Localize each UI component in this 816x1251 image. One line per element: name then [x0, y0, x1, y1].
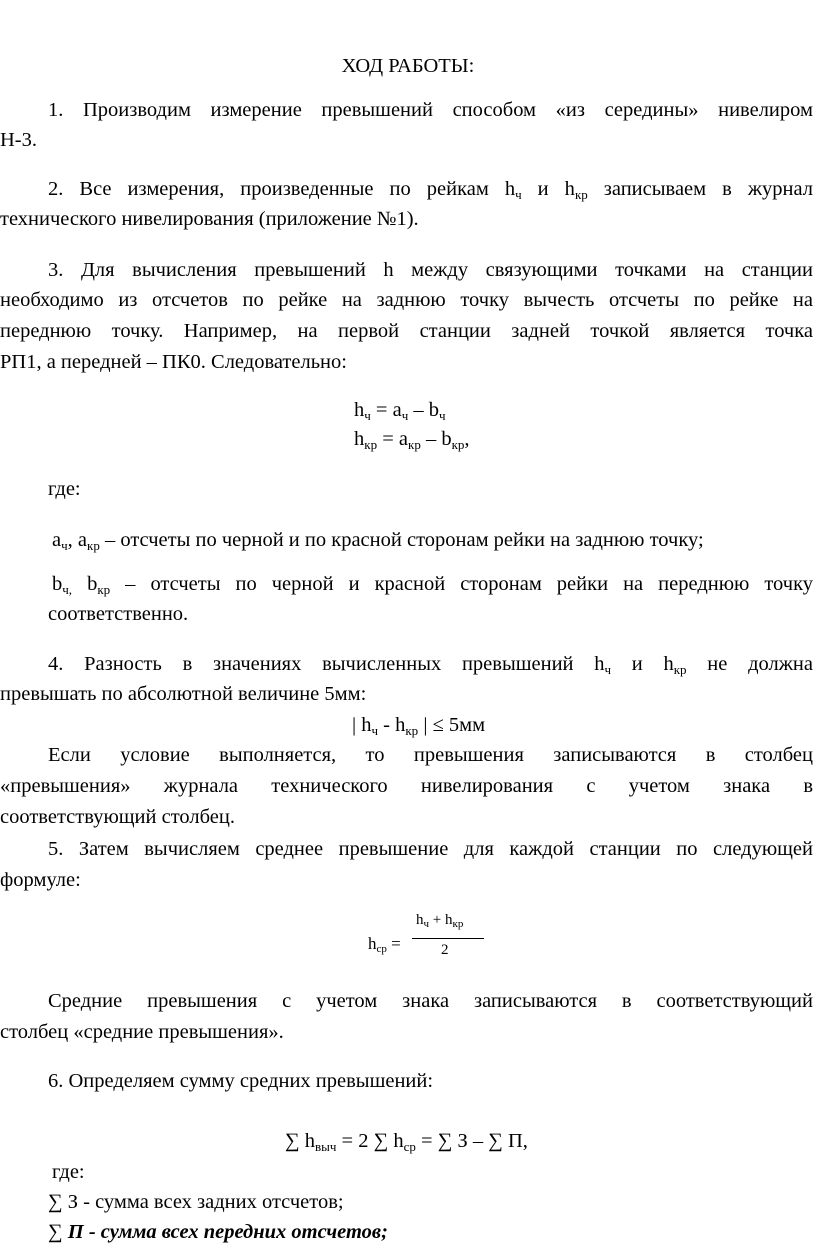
fraction-lhs: $h_{ср}$ =	[368, 934, 401, 955]
fraction-numerator: $h_ч + h_{кр}$	[416, 912, 464, 930]
fraction-denominator: 2	[441, 942, 449, 958]
definition-a: $a_ч$, $a_{кр}$ – отсчеты по черной и по красной сторонам рейки на заднюю точку;	[52, 529, 704, 553]
condition-line-3: соответствующий столбец.	[0, 806, 235, 828]
step-1-line-2: Н-3.	[0, 129, 38, 151]
step-5-line-1: 5. Затем вычисляем среднее превышение для каждой станции по следующей	[48, 838, 813, 860]
formula-tolerance: | $h_ч - h_{кр}$ | ≤ 5мм	[352, 714, 486, 738]
formula-sum: ∑ $h_{выч} = 2$ ∑ $h_{ср}$ = ∑ З – ∑ П,	[285, 1130, 528, 1154]
formula-h-red: $h_{кр} = a_{кр} - b_{кр}$,	[354, 428, 470, 452]
step-5-line-2: формуле:	[0, 869, 81, 891]
step-4-line-1: 4. Разность в значениях вычисленных превышений $h_ч$ и $h_{кр}$ не должна	[48, 653, 813, 677]
condition-line-1: Если условие выполняется, то превышения записываются в столбец	[48, 744, 813, 766]
step-6-line: 6. Определяем сумму средних превышений:	[48, 1070, 434, 1092]
formula-mean-elevation	[368, 912, 488, 972]
formula-h-black: $h_ч = a_ч - b_ч$	[354, 399, 446, 423]
definition-b-line-2: соответственно.	[48, 603, 189, 625]
sum-back-readings: ∑ З - сумма всех задних отсчетов;	[48, 1191, 344, 1213]
condition-line-2: «превышения» журнала технического нивелирования с учетом знака в	[0, 775, 813, 797]
step-3-line-1: 3. Для вычисления превышений h между связующими точками на станции	[48, 259, 813, 281]
step-3-line-2: необходимо из отсчетов по рейке на заднюю точку вычесть отсчеты по рейке на	[0, 289, 813, 311]
step-3-line-4: РП1, а передней – ПК0. Следовательно:	[0, 351, 347, 373]
step-5-note-line-1: Средние превышения с учетом знака записываются в соответствующий	[48, 990, 813, 1012]
page-title: ХОД РАБОТЫ:	[341, 55, 475, 77]
definition-b-line-1: $b_{ч,}$ $b_{кр}$ – отсчеты по черной и красной сторонам рейки на переднюю точку	[52, 573, 814, 597]
step-4-line-2: превышать по абсолютной величине 5мм:	[0, 683, 367, 705]
step-1-line-1: 1. Производим измерение превышений способом «из середины» нивелиром	[48, 99, 813, 121]
step-2-line-2: технического нивелирования (приложение №1).	[0, 208, 419, 230]
step-2-line-1: 2. Все измерения, произведенные по рейкам $h_ч$ и $h_{кр}$ записываем в журнал	[48, 178, 813, 202]
fraction-bar	[412, 938, 484, 939]
step-5-note-line-2: столбец «средние превышения».	[0, 1021, 284, 1043]
step-3-line-3: переднюю точку. Например, на первой станции задней точкой является точка	[0, 320, 813, 342]
sum-front-readings: ∑ П - сумма всех передних отсчетов;	[48, 1221, 388, 1243]
where-label-2: где:	[52, 1161, 85, 1183]
where-label-1: где:	[48, 478, 81, 500]
